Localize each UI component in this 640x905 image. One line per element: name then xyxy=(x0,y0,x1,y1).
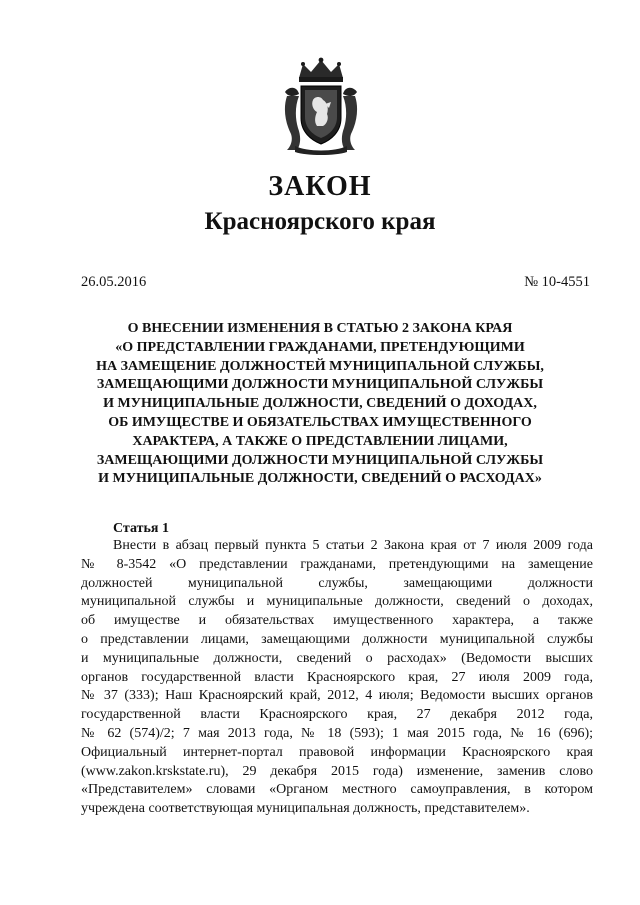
article-line: № 62 (574)/2; 7 мая 2013 года, № 18 (593); 1 мая 2015 года, № 16 (696); xyxy=(81,725,593,741)
article-line: государственной власти Красноярского края, 27 декабря 2012 года, xyxy=(81,707,593,723)
article-line: и муниципальные должности, сведений о расходах» (Ведомости высших xyxy=(81,650,593,666)
title-line: ЗАМЕЩАЮЩИМИ ДОЛЖНОСТИ МУНИЦИПАЛЬНОЙ СЛУЖБЫ xyxy=(96,377,544,393)
title-line: ОБ ИМУЩЕСТВЕ И ОБЯЗАТЕЛЬСТВАХ ИМУЩЕСТВЕННОГО xyxy=(108,414,532,430)
article-line: № 8-3542 «О представлении гражданами, претендующими на замещение xyxy=(81,556,593,572)
title-line: О ВНЕСЕНИИ ИЗМЕНЕНИЯ В СТАТЬЮ 2 ЗАКОНА КРАЯ xyxy=(127,321,513,336)
law-heading: ЗАКОН xyxy=(268,171,372,202)
article-line: (www.zakon.krskstate.ru), 29 декабря 2015 года) изменение, заменив слово xyxy=(81,763,593,779)
law-number: № 10-4551 xyxy=(524,274,590,290)
region-heading: Красноярского края xyxy=(204,208,436,235)
coat-of-arms-icon xyxy=(281,56,361,156)
title-line: И МУНИЦИПАЛЬНЫЕ ДОЛЖНОСТИ, СВЕДЕНИЙ О ДОХОДАХ, xyxy=(103,396,537,412)
article-body xyxy=(81,537,593,819)
article-line: учреждена соответствующая муниципальная должность, представителем». xyxy=(81,801,530,817)
article-line: должностей муниципальной службы, замещающими должности xyxy=(81,575,593,591)
law-title xyxy=(60,320,580,489)
article-line: Официальный интернет-портал правовой информации Красноярского края xyxy=(81,744,593,760)
article-line: о представлении лицами, замещающими должности муниципальной службы xyxy=(81,631,593,647)
article-line: муниципальной службы и муниципальные должности, сведений о доходах, xyxy=(81,594,593,610)
title-line: НА ЗАМЕЩЕНИЕ ДОЛЖНОСТЕЙ МУНИЦИПАЛЬНОЙ СЛУЖБЫ, xyxy=(96,358,544,374)
article-line: Внести в абзац первый пункта 5 статьи 2 Закона края от 7 июля 2009 года xyxy=(113,538,593,553)
title-line: ХАРАКТЕРА, А ТАКЖЕ О ПРЕДСТАВЛЕНИИ ЛИЦАМИ, xyxy=(132,433,508,449)
article-heading: Статья 1 xyxy=(113,521,169,536)
title-line: ЗАМЕЩАЮЩИМИ ДОЛЖНОСТИ МУНИЦИПАЛЬНОЙ СЛУЖБЫ xyxy=(96,452,544,468)
article-line: об имуществе и обязательствах имущественного характера, а также xyxy=(81,613,593,629)
article-line: «Представителем» словами «Органом местного самоуправления, в котором xyxy=(81,782,593,798)
title-line: И МУНИЦИПАЛЬНЫЕ ДОЛЖНОСТИ, СВЕДЕНИЙ О РАСХОДАХ» xyxy=(98,471,542,487)
article-line: № 37 (333); Наш Красноярский край, 2012, 4 июля; Ведомости высших органов xyxy=(81,688,593,704)
law-date: 26.05.2016 xyxy=(81,274,147,290)
title-line: «О ПРЕДСТАВЛЕНИИ ГРАЖДАНАМИ, ПРЕТЕНДУЮЩИМИ xyxy=(115,339,525,355)
article-line: органов государственной власти Красноярского края, 27 июля 2009 года, xyxy=(81,669,593,685)
